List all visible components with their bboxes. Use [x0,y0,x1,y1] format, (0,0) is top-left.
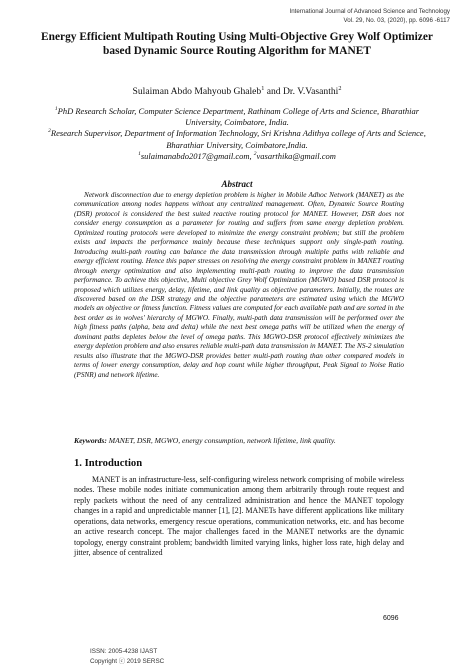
author-2: and Dr. V.Vasanthi [264,86,339,97]
affiliation-1 [40,106,434,128]
email-1: sulaimanabdo2017@gmail.com, [140,150,254,161]
author-1: Sulaiman Abdo Mahyoub Ghaleb [132,86,262,97]
keywords-text: MANET, DSR, MGWO, energy consumption, network lifetime, link quality. [106,436,336,445]
authors-line [40,86,434,97]
abstract-heading: Abstract [221,179,253,189]
copyright: Copyright ⓒ 2019 SERSC [90,658,165,665]
page-footer [90,647,164,667]
email-2: vasarthika@gmail.com [256,150,336,161]
affiliations [40,106,434,162]
volume-info: Vol. 29, No. 03, (2020), pp. 6096 -6117 [343,17,450,24]
paper-title: Energy Efficient Multipath Routing Using Multi-Objective Grey Wolf Optimizer based Dynamic Source Routing Algorithm for MANET [41,31,433,57]
issn: ISSN: 2005-4238 IJAST [90,648,158,655]
email-2-sup: 2 [253,150,257,157]
keywords-line [74,436,414,445]
affiliation-2-sup: 2 [48,128,51,135]
journal-name: International Journal of Advanced Science and Technology [289,8,450,15]
author-1-sup: 1 [261,84,265,92]
affiliation-1-text: PhD Research Scholar, Computer Science Department, Rathinam College of Arts and Science, Bharathiar University, Coimbatore, India. [57,106,420,128]
page-number: 6096 [383,615,399,622]
introduction-heading: 1. Introduction [74,458,143,469]
journal-header [289,7,450,25]
author-2-sup: 2 [338,84,342,92]
affiliation-2 [40,128,434,150]
affiliation-2-text: Research Supervisor, Department of Information Technology, Sri Krishna Adithya college of Arts and Science, Bharathiar University, Coimbatore,India. [50,128,426,150]
abstract-text: Network disconnection due to energy depletion problem is higher in Mobile Adhoc Network (MANET) as the communication among nodes happens without any centralized management. Often, Dynamic Source Routing (DSR) protocol is considered the best suited reactive routing protocol for MANET. However, DSR does not consider energy consumption as a parameter for routing and suffers from same energy depletion problem. Optimized routing protocols were developed to minimize the energy constraint problem; but still the problem exists and impacts the performance mainly because these techniques support only single-path routing. Introducing multi-path routing can balance the data transmission through multiple paths with reliable and energy efficient routing. Hence this paper stresses on resolving the energy constraint problem in MANET routing through energy optimization and also implementing multi-path routing to improve the data transmission performance. To achieve this objective, Multi objective Grey Wolf Optimization (MGWO) based DSR protocol is proposed which utilizes energy, delay, lifetime, and link quality as objective parameters. Initially, the routes are discovered based on the DSR strategy and the objective parameters are estimated using which the MGWO models an objective or fitness function. Fitness values are computed for each available path and are sorted in the best order as in wolves' hierarchy of MGWO. Finally, multi-path data transmission will be performed over the high fitness paths (alpha, beta and delta) while the next best omega paths will be utilized when the energy of dominant paths depletes below the level of omega paths. This MGWO-DSR protocol effectively minimizes the energy depletion problem and also ensures reliable multi-path data transmission in MANET. The NS-2 simulation results also illustrate that the MGWO-DSR provides better multi-path routing than other compared models in terms of lower energy consumption, delay and hop count while higher throughput, Peak Signal to Noise Ratio (PSNR) and network lifetime. [74,191,404,379]
emails [40,151,434,162]
affiliation-1-sup: 1 [54,106,58,113]
keywords-label: Keywords: [74,436,107,445]
email-1-sup: 1 [138,150,141,157]
introduction-text: MANET is an infrastructure-less, self-configuring wireless network comprising of mobile wireless nodes. These mobile nodes initiate communication among them arbitrarily through route request and reply packets without the need of any centralized administration and hence the MANET topology changes in a rapid and unpredictable manner [1], [2]. MANETs have different applications like military operations, data networks, emergency rescue operations, communication networks, etc. and has become an active research concept. The major challenges faced in the MANET networks are the dynamic topology, energy constraint problem; bandwidth limited varying links, higher loss rate, high delay and jitter, absence of centralized [74,475,404,558]
